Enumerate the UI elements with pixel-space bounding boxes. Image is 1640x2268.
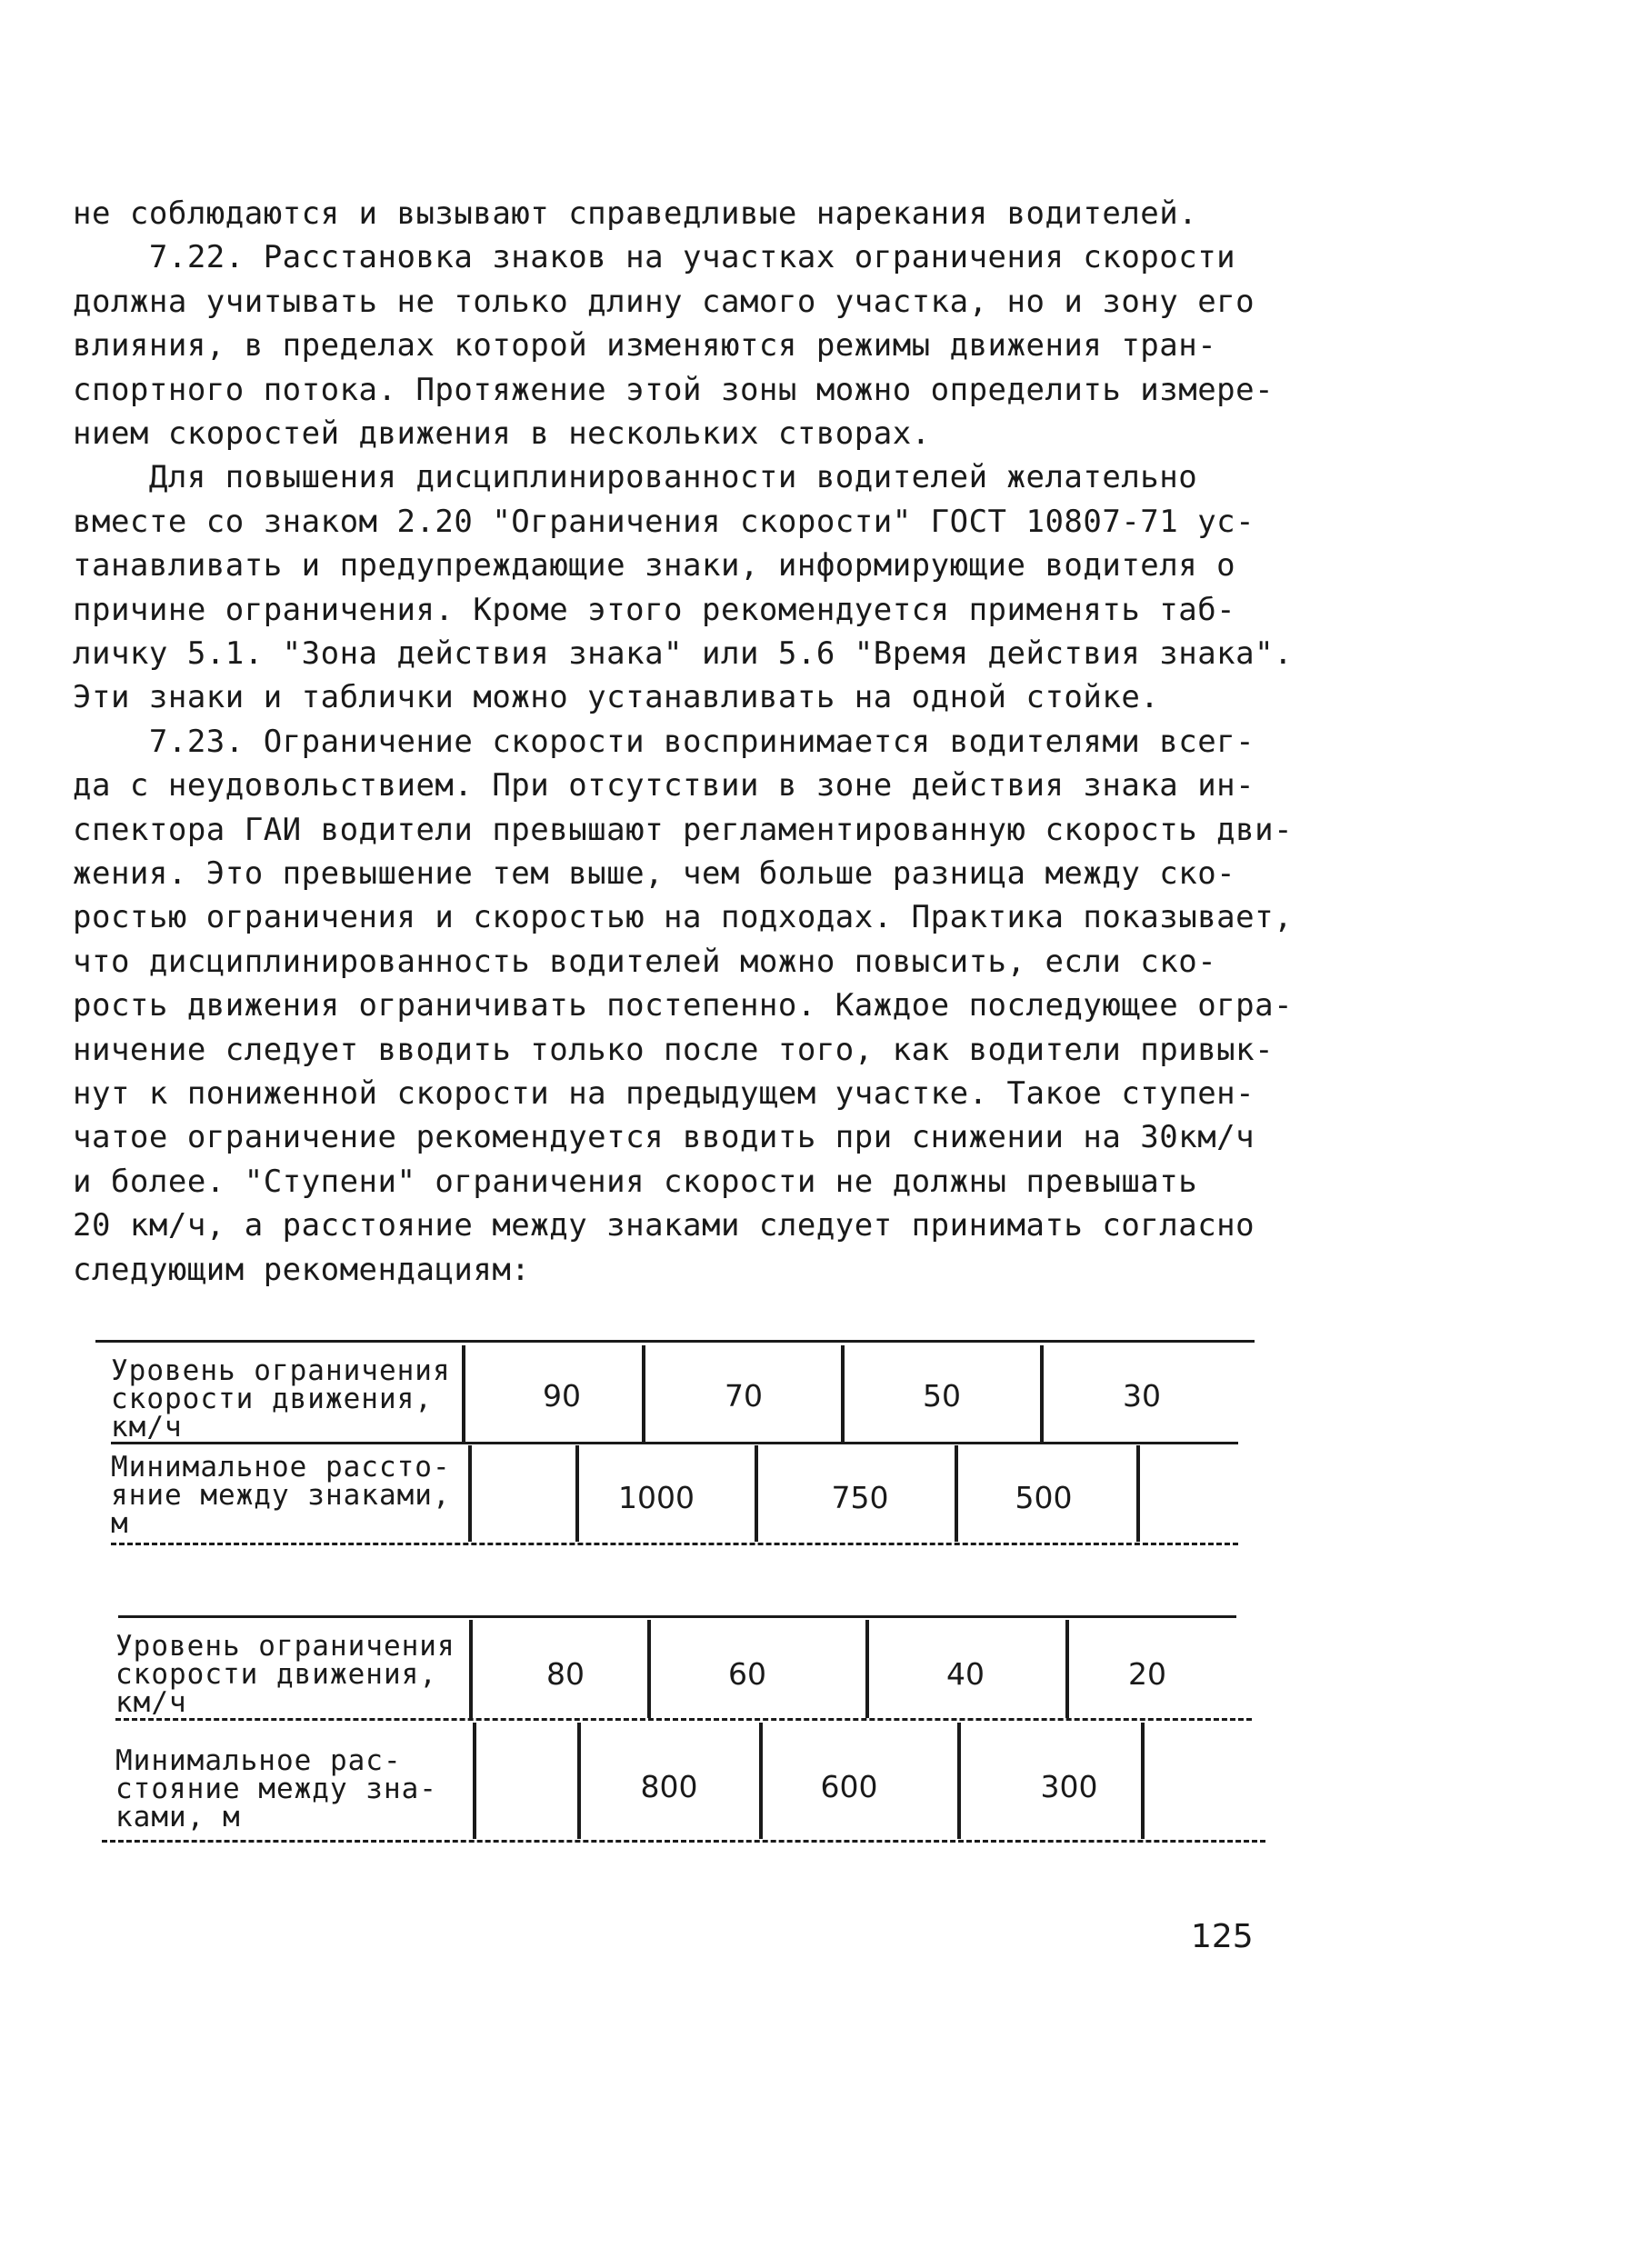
text-line: должна учитывать не только длину самого участка, но и зону его — [73, 283, 1255, 320]
distance-value: 800 — [640, 1769, 698, 1804]
text-line: и более. "Ступени" ограничения скорости не должны превышать — [73, 1163, 1198, 1200]
speed-label: Уровень ограничения скорости движения, км/ч — [115, 1630, 455, 1719]
text-line: причине ограничения. Кроме этого рекомендуется применять таб- — [73, 591, 1236, 628]
speed-value: 60 — [728, 1656, 766, 1692]
text-line: ростью ограничения и скоростью на подходах. Практика показывает, — [73, 899, 1294, 936]
text-line: жения. Это превышение тем выше, чем больше разница между ско- — [73, 855, 1236, 892]
text-line: спектора ГАИ водители превышают регламентированную скорость дви- — [73, 811, 1294, 848]
text-line: чатое ограничение рекомендуется вводить при снижении на 30км/ч — [73, 1119, 1255, 1156]
text-line: личку 5.1. "Зона действия знака" или 5.6 "Время действия знака". — [73, 635, 1294, 672]
text-line: танавливать и предупреждающие знаки, информирующие водителя о — [73, 547, 1236, 584]
distance-value: 300 — [1040, 1769, 1098, 1804]
text-line: ничение следует вводить только после того, как водители привык- — [73, 1031, 1275, 1068]
text-line: что дисциплинированность водителей можно повысить, если ско- — [73, 943, 1217, 980]
text-line: нут к пониженной скорости на предыдущем участке. Такое ступен- — [73, 1075, 1255, 1112]
speed-value: 80 — [546, 1656, 585, 1692]
speed-value: 50 — [923, 1378, 961, 1414]
page-number: 125 — [1191, 1918, 1254, 1955]
text-line: спортного потока. Протяжение этой зоны можно определить измере- — [73, 371, 1275, 408]
text-line: да с неудовольствием. При отсутствии в зоне действия знака ин- — [73, 767, 1255, 804]
text-line: Эти знаки и таблички можно устанавливать на одной стойке. — [73, 679, 1160, 716]
text-line: 7.23. Ограничение скорости воспринимается водителями всег- — [73, 723, 1255, 760]
distance-label: Минимальное рассто- яние между знаками, м — [111, 1451, 451, 1540]
distance-value: 600 — [820, 1769, 878, 1804]
speed-value: 40 — [946, 1656, 985, 1692]
text-line: 7.22. Расстановка знаков на участках ограничения скорости — [73, 239, 1236, 276]
text-line: не соблюдаются и вызывают справедливые нарекания водителей. — [73, 195, 1198, 232]
speed-value: 90 — [543, 1378, 581, 1414]
text-line: Для повышения дисциплинированности водителей желательно — [73, 459, 1198, 496]
distance-value: 500 — [1015, 1480, 1073, 1515]
text-line: следующим рекомендациям: — [73, 1251, 531, 1288]
text-line: 20 км/ч, а расстояние между знаками следует принимать согласно — [73, 1207, 1255, 1244]
distance-label: Минимальное рас- стояние между зна- ками, м — [115, 1744, 437, 1833]
text-line: нием скоростей движения в нескольких створах. — [73, 415, 931, 452]
speed-value: 30 — [1123, 1378, 1161, 1414]
speed-value: 70 — [725, 1378, 763, 1414]
text-line: рость движения ограничивать постепенно. Каждое последующее огра- — [73, 987, 1294, 1024]
speed-value: 20 — [1128, 1656, 1166, 1692]
text-line: влияния, в пределах которой изменяются режимы движения тран- — [73, 327, 1217, 365]
text-line: вместе со знаком 2.20 "Ограничения скорости" ГОСТ 10807-71 ус- — [73, 503, 1255, 540]
speed-label: Уровень ограничения скорости движения, км/ч — [111, 1354, 451, 1444]
distance-value: 1000 — [618, 1480, 695, 1515]
distance-value: 750 — [831, 1480, 889, 1515]
